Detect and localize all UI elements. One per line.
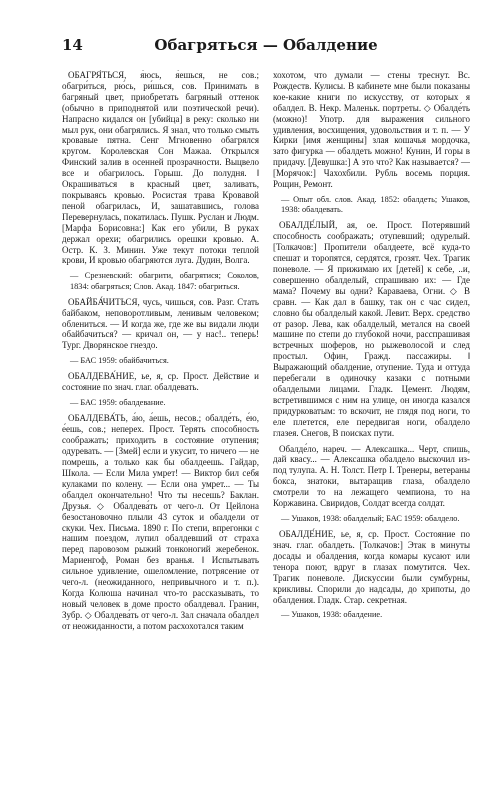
right-column — [273, 70, 470, 790]
entry-obaybachitsya: ОБАЙБА́ЧИТЬСЯ, чусь, чишься, сов. Разг. Стать байбаком, неповоротливым, ленивым человеком; облениться. — И когда же, где же вы видали люди обайбачиться? — кричал он, — у нас!.. теперь! Тург. Дворянское гнездо. — [62, 296, 259, 351]
entry-obaldevat-continued: хохотом, что думали — стены треснут. Вс. Рождеств. Кулисы. В кабинете мне были показаны кое-какие книги по искусству, от которых я обалдел. В. Некр. Маленьк. портреты. ◇ Обалде́ть (можно)! Употр. для выражения сильного удивления, восхищения, удовольствия и т. п. — У Кирки [имя женщины] злая кошачья мордочка, зато фигурка — обалдеть можно! Кунин, И горы в придачу. [Девушка:] А это что? Как называется? — [Морячок:] Чахохбили. Рубль восемь порция. Рощин, Ремонт. — [273, 70, 470, 190]
page-number: 14 — [62, 36, 83, 54]
entry-source: — Опыт обл. слов. Акад. 1852: обалдеть; Ушаков, 1938: обалдевать. — [281, 194, 470, 215]
entry-obaldenie: ОБАЛДЕ́НИЕ, ье, я, ср. Прост. Состояние по знач. глаг. обалдеть. [Толкачов:] Этак в минуты досады и обалдения, когда комары кусают или тенора поют, вдруг в глазах помутится. Чех. Трагик поневоле. Дискуссии были сумбурны, крикливы. Спорили до надсады, до хрипоты, до обалдения. Гладк. Стар. секретная. — [273, 529, 470, 605]
entry-obaldelo: Обалде́ло, нареч. — Алексашка... Черт, спишь, дай квасу... — Алексашка обалдело выскочил из-под тулупа. А. Н. Толст. Петр I. Тренеры, ветераны бокса, знатоки, вытаращив глаза, обалдело смотрели то на лежащего чемпиона, то на Коржавина. Свиридов, Солдат всегда солдат. — [273, 443, 470, 509]
entry-obaldelyy: ОБАЛДЕ́ЛЫЙ, ая, ое. Прост. Потерявший способность соображать; отупевший; одурелый. [Толкачов:] Пропители обалдеете, всё куда-то спешат и торопятся, сердятся, грозят. Чех. Трагик поневоле. — Я прижимаю их [детей] к себе, ..и, совершенно обалделый, спрашиваю их: — Где мама? Почему вы одни? Караваева, Огни. ◇ В сравн. — Как дал в башку, так он с час сидел, словно бы обалделый какой. Левит. Верх. средство от разор. Лева, как обалделый, метался на своей машине по степи до глубокой ночи, расспрашивая встречных шоферов, но рыжеволосой и след простыл. Офин, Гражд. пассажиры. ‖ Выражающий обалдение, отупение. Туда и оттуда перебегали в одиночку казаки с потными обалделыми лицами. Гладк. Цемент. Людям, встретившимся с ним на улице, он иногда казался придурковатым: то вскочит, не глядя под ноги, то еле плетется, еле передвигая ноги, обалдело глазея. Снегов, В поисках пути. — [273, 220, 470, 438]
entry-source: — Ушаков, 1938: обалделый; БАС 1959: обалдело. — [281, 513, 460, 523]
entry-obaldevanie: ОБАЛДЕВА́НИЕ, ье, я, ср. Прост. Действие и состояние по знач. глаг. обалдевать. — [62, 371, 259, 393]
page-header — [62, 36, 470, 60]
entry-obaldevat: ОБАЛДЕВА́ТЬ, а́ю, а́ешь, несов.; обалде́ть, е́ю, е́ешь, сов.; неперех. Прост. Терять способность соображать; приходить в состояние отупения; одуревать. — [Змей] если и укусит, то ничего — не помрешь, а только как бы обалдеешь. Гайдар, Школа. — Если Мила умрет! — Виктор бил себя кулаками по колену. — Если она умрет... — Ты обалдел окончательно! Что ты несешь? Баклан. Друзья. ◇ Обалдева́ть от чего-л. От Цейлона безостановочно плыли 43 суток и обалдели от скуки. Чех. Письма. 1890 г. По степи, впрегонки с нашим поездом, лупил обалдевший от страха перед паровозом рыжий тонконогий жеребенок. Мариенгоф, Роман без вранья. ‖ Испытывать сильное удивление, ошеломление, потрясение от чего-л. (неожиданного, непривычного и т. п.). Когда Колюша начинал что-то рассказывать, то новый человек в доме просто обалдевал. Гранин, Зубр. ◇ Обалдева́ть от чего-л. Зал сначала обалдел от неожиданности, а потом расхохотался таким — [62, 413, 259, 631]
entry-source: — БАС 1959: обайбачиться. — [70, 356, 169, 366]
entry-source: — Срезневский: обагрити, обагрятися; Соколов, 1834: обагряться; Слов. Акад. 1847: обагриться. — [70, 271, 259, 291]
running-title: Обагряться — Обалдение — [154, 36, 378, 54]
entry-source: — Ушаков, 1938: обалдение. — [281, 610, 383, 620]
entry-obagryatsya: ОБАГРЯ́ТЬСЯ, я́юсь, я́ешься, не сов.; обагри́ться, рю́сь, ри́шься, сов. Принимать в багряный цвет, приобретать багряный оттенок (обычно в приподнятой или поэтической речи). Напрасно кидался он [убийца] в реку: сколько ни мыл рук, они обагрялись. Я знал, что только смыть кровавые пятна. Сенг Мгновенно обагрялся кругом. Королевская Сон Мажаа. Открылся Финский залив в осенней прозрачности. Выцвело все и обагрилось. Горыш. До полудня. ‖ Окрашиваться в красный цвет, заливать, покрываясь кровью. Росистая трава Кровавой пеной обагрилась, И, зашатавшись, голова Перевернулась, покатилась. Пушк. Руслан и Людм. [Марфа Борисовна:] Как его убили, В руках держал орехи; обагрились орешки кровью. А. Остр. К. З. Минин. Уже текут потоки теплой крови, И кровью обагряются луга. Дудин, Волга. — [62, 70, 259, 266]
left-column — [62, 70, 259, 790]
entry-source: — БАС 1959: обалдевание. — [70, 398, 166, 408]
